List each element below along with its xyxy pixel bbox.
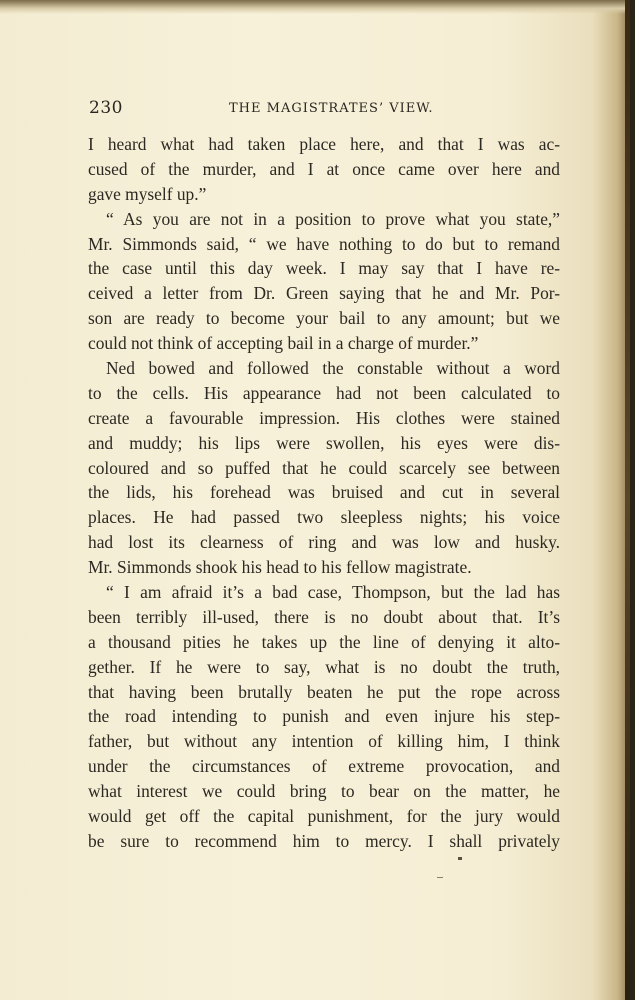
text-line: could not think of accepting bail in a charge of murder.” [88,333,479,354]
text-line: under the circumstances of extreme provocation, and [88,756,560,777]
page-edge-shadow [625,0,630,1000]
text-line: cused of the murder, and I at once came over here and [88,158,560,179]
text-line: the road intending to punish and even injure his step- [88,706,560,727]
text-line: ceived a letter from Dr. Green saying that he and Mr. Por- [88,283,560,304]
text-line: Ned bowed and followed the constable without a word [106,358,560,379]
page-number: 230 [89,98,123,118]
text-line: the lids, his forehead was bruised and cut in several [88,482,560,503]
text-line: “ As you are not in a position to prove what you state,” [106,208,560,229]
text-line: to the cells. His appearance had not been calculated to [88,382,560,403]
text-line: I heard what had taken place here, and that I was ac- [88,134,560,154]
text-line: would get off the capital punishment, for the jury would [88,806,560,827]
ink-speck [437,877,443,878]
running-head: THE MAGISTRATES’ VIEW. [229,101,434,116]
page-top-shadow [0,0,630,14]
text-line: places. He had passed two sleepless nights; his voice [88,507,560,528]
text-line: “ I am afraid it’s a bad case, Thompson, but the lad has [106,582,560,603]
text-line: son are ready to become your bail to any amount; but we [88,308,560,329]
text-line: that having been brutally beaten he put the rope across [88,681,560,702]
text-line: Mr. Simmonds shook his head to his fellow magistrate. [88,557,472,578]
text-line: the case until this day week. I may say that I have re- [88,258,560,279]
text-line: and muddy; his lips were swollen, his eyes were dis- [88,432,560,453]
text-line: what interest we could bring to bear on the matter, he [88,781,560,802]
text-line: been terribly ill-used, there is no doubt about that. It’s [88,606,560,627]
text-line: coloured and so puffed that he could scarcely see between [88,457,560,478]
text-line: father, but without any intention of killing him, I think [88,731,560,752]
ink-speck [458,857,462,860]
text-line: be sure to recommend him to mercy. I shall privately [88,830,560,851]
text-line: Mr. Simmonds said, “ we have nothing to do but to remand [88,233,560,254]
text-line: had lost its clearness of ring and was low and husky. [88,532,560,553]
body-text [88,132,560,854]
text-line: gave myself up.” [88,183,207,204]
page-header [89,96,559,122]
text-line: a thousand pities he takes up the line of denying it alto- [88,631,560,652]
text-line: create a favourable impression. His clothes were stained [88,407,560,428]
text-line: gether. If he were to say, what is no doubt the truth, [88,656,560,677]
